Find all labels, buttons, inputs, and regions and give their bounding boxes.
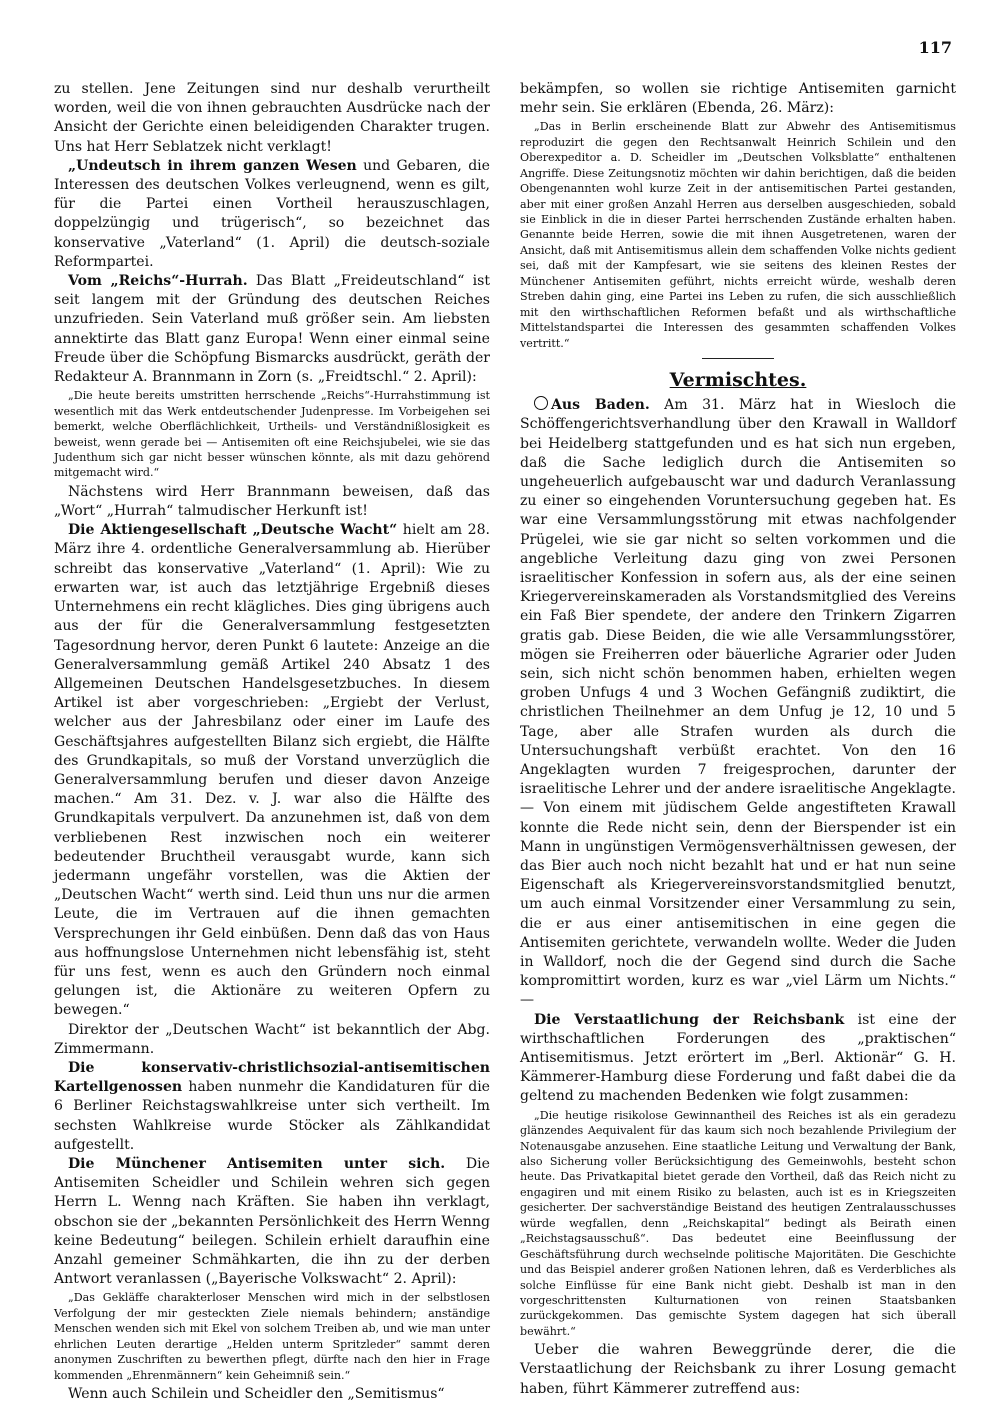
paragraph-text: haben nunmehr die Kandidaturen für die 6 Berliner Reichstagswahlkreise unter sich vertheilt. Im sechsten Wahlkreise wurde Stöcker als Zählkandidat aufgestellt. xyxy=(54,1079,490,1153)
article-headline: Vom „Reichs“-Hurrah. xyxy=(68,273,248,290)
paragraph-text: „Die heutige risikolose Gewinnantheil des Reiches ist als ein geradezu glänzendes Aequivalent für das kaum sich noch bezahlende Privilegium der Notenausgabe anzusehen. Eine staatliche Leitung und Verwaltung der Bank, also Sicherung voller Berücksichtigung des Gemeinwohls, besteht schon heute. Das Privatkapital bietet gerade den Vortheil, daß das Reich nicht zu engagiren und mit einem Risiko zu belasten, auch ist es in Kriegszeiten gesicherter. Der sachverständige Beistand des heutigen Zentralausschusses würde wegfallen, denn „Reichskapital“ bedingt als Beirath einen „Reichstagsausschuß“. Das bedeutet eine Beeinflussung der Geschäftsführung durch wechselnde politische Majoritäten. Die Geschichte und das Beispiel anderer großen Nationen lehren, daß es Verderbliches als solche Einflüsse für eine Bank nicht giebt. Deshalb ist man in den vorgeschrittensten Kulturnationen von reinen Staatsbanken zurückgekommen. Das gemischte System dagegen hat sich überall bewährt.“ xyxy=(520,1108,956,1338)
paragraph-text: Wenn auch Schilein und Scheidler den „Semitismus“ xyxy=(68,1386,445,1403)
left-column xyxy=(54,80,490,1404)
quoted-passage xyxy=(54,388,490,481)
paragraph-text: Ueber die wahren Beweggründe derer, die die Verstaatlichung der Reichsbank zu ihrer Losung gemacht haben, führt Kämmerer zutreffend aus: xyxy=(520,1342,956,1397)
paragraph-text: „Das Gekläffe charakterloser Menschen wird mich in der selbstlosen Verfolgung der mir gesteckten Ziele niemals behindern; anständige Menschen wenden sich mit Ekel von solchem Treiben ab, und wie man unter ehrlichen Leuten derartige „Helden unterm Spritzleder“ sammt deren anonymen Zuschriften zu bewerthen pflegt, dürfte nach den hier in Frage kommenden „Ehrenmännern“ kein Geheimniß sein.“ xyxy=(54,1291,490,1382)
article-headline: Die konservativ-christlichsozial-antisemitischen Kartellgenossen xyxy=(54,1059,490,1096)
body-paragraph xyxy=(54,483,490,521)
paragraph-text: „Die heute bereits umstritten herrschende „Reichs“-Hurrahstimmung ist wesentlich mit das Werk entdeutschender Judenpresse. Im Vorbeigehen sei bemerkt, welche Oberflächlichkeit, Urtheils- und Verständnißlosigkeit es beweist, wenn gerade bei — Antisemiten oft eine Reichsjubelei, wie sie das Judenthum sich gar nicht besser wünschen könnte, als mit dazu gehörend mitgemacht wird.“ xyxy=(54,389,490,480)
body-paragraph xyxy=(54,80,490,157)
article-headline: Die Aktiengesellschaft „Deutsche Wacht“ xyxy=(68,522,398,539)
quoted-passage xyxy=(54,1290,490,1383)
quoted-passage xyxy=(520,1108,956,1340)
paragraph-text: und Gebaren, die Interessen des deutschen Volkes verleugnend, wenn es gilt, für die Partei einen Vortheil herauszuschlagen, doppelzüngig und trügerisch“, so bezeichnet das konservative „Vaterland“ (1. April) die deutsch-soziale Reformpartei. xyxy=(54,157,490,270)
article-paragraph xyxy=(54,1155,490,1289)
paragraph-text: hielt am 28. März ihre 4. ordentliche Generalversammlung ab. Hierüber schreibt das konservative „Vaterland“ (1. April): Wie zu erwarten war, ist auch das letztjährige Ergebniß dieses Unternehmens ein recht klägliches. Dies ging übrigens auch aus der für die Generalversammlung festgesetzten Tagesordnung hervor, deren Punkt 6 lautete: Anzeige an die Generalversammlung gemäß Artikel 240 Absatz 1 des Allgemeinen Deutschen Handelsgesetzbuches. In diesem Artikel ist aber vorgeschrieben: „Ergiebt der Verlust, welcher aus der Jahresbilanz oder einer im Laufe des Geschäftsjahres aufgestellten Bilanz sich ergiebt, die Hälfte des Grundkapitals, so muß der Vorstand unverzüglich die Generalversammlung berufen und dieser davon Anzeige machen.“ Am 31. Dez. v. J. war also die Hälfte des Grundkapitals verpulvert. Da anzunehmen ist, daß von dem verbliebenen Rest inzwischen noch ein weiterer bedeutender Bruchtheil verausgabt wurde, kann sich jedermann ungefähr vorstellen, was die Aktien der „Deutschen Wacht“ werth sind. Leid thun uns nur die armen Leute, die im Vertrauen auf die ihnen gemachten Versprechungen ihr Geld einbüßen. Denn daß das von Haus aus hoffnungslose Unternehmen nicht lebensfähig ist, steht für uns fest, wenn es auch den Gründern noch einmal gelungen ist, die Aktionäre zu weiteren Opfern zu bewegen.“ xyxy=(54,522,490,1019)
section-divider xyxy=(702,358,774,359)
page-number: 117 xyxy=(918,38,952,57)
article-paragraph xyxy=(54,272,490,387)
article-headline: „Undeutsch in ihrem ganzen Wesen xyxy=(68,157,357,174)
right-column xyxy=(520,80,956,1399)
article-paragraph xyxy=(520,1011,956,1107)
article-headline: Die Verstaatlichung der Reichsbank xyxy=(534,1011,845,1028)
quoted-passage xyxy=(520,119,956,351)
article-headline: Die Münchener Antisemiten unter sich. xyxy=(68,1155,446,1172)
paragraph-text: Das Blatt „Freideutschland“ ist seit langem mit der Gründung des deutschen Reiches unzufrieden. Sein Vaterland muß größer sein. Am liebsten annektirte das Blatt ganz Europa! Wenn einer einmal seine Freude über die Schöpfung Bismarcks ausdrückt, geräth der Redakteur A. Brannmann in Zorn (s. „Freidtschl.“ 2. April): xyxy=(54,273,490,386)
paragraph-text: zu stellen. Jene Zeitungen sind nur deshalb verurtheilt worden, weil die von ihnen gebrauchten Ausdrücke nach der Ansicht der Gerichte einen beleidigenden Charakter trugen. Uns hat Herr Seblatzek nicht verklagt! xyxy=(54,81,490,155)
paragraph-text: Die Antisemiten Scheidler und Schilein wehren sich gegen Herrn L. Wenng nach Kräften. Sie haben ihn verklagt, obschon sie der „bekannten Persönlichkeit des Herrn Wenng keine Bedeutung“ beilegen. Schilein erhielt daraufhin eine Anzahl gemeiner Schmähkarten, die ihn zu der derben Antwort veranlassen („Bayerische Volkswacht“ 2. April): xyxy=(54,1155,490,1288)
paragraph-text: „Das in Berlin erscheinende Blatt zur Abwehr des Antisemitismus reproduzirt die gegen den Rechtsanwalt Heinrich Schilein und den Oberexpeditor a. D. Scheidler im „Deutschen Volksblatte“ enthaltenen Angriffe. Diese Zeitungsnotiz möchten wir dahin berichtigen, daß die beiden Obengenannten wohl kurze Zeit in der antisemitischen Partei gestanden, aber mit einer großen Anzahl Herren aus derselben ausgeschieden, sobald sie Einblick in die in dieser Partei herrschenden Zustände erhalten haben. Genannte beide Herren, sowie die mit ihnen Ausgetretenen, waren der Ansicht, daß mit Antisemitismus allein dem schaffenden Volke nichts gedient sei, daß mit der Kampfesart, wie sie seitens des kleinen Restes der Münchener Antisemiten geführt, nichts erreicht würde, weshalb deren Streben dahin ging, eine Partei ins Leben zu rufen, die sich ausschließlich mit den wirthschaftlichen Reformen befaßt und als wirthschaftliche Mittelstandspartei die Interessen des gesammten schaffenden Volkes vertritt.“ xyxy=(520,120,956,350)
paragraph-text: bekämpfen, so wollen sie richtige Antisemiten garnicht mehr sein. Sie erklären (Ebenda, 26. März): xyxy=(520,81,956,117)
paragraph-text: Direktor der „Deutschen Wacht“ ist bekanntlich der Abg. Zimmermann. xyxy=(54,1021,490,1057)
article-headline: Aus Baden. xyxy=(551,397,650,414)
circle-mark-icon xyxy=(534,396,548,410)
article-paragraph xyxy=(54,1059,490,1155)
article-paragraph xyxy=(54,521,490,1020)
paragraph-text: Am 31. März hat in Wiesloch die Schöffengerichtsverhandlung über den Krawall in Walldorf bei Heidelberg stattgefunden und es hat sich nun ergeben, daß die Sache lediglich durch die Antisemiten so ungeheuerlich aufgebauscht war und dadurch Veranlassung zu einer so eingehenden Voruntersuchung gegeben hat. Es war eine Versammlungsstörung mit etwas nachfolgender Prügelei, wie sie gar nicht so selten vorkommen und die angebliche Verleitung dazu ging von zwei Personen israelitischer Konfession in sofern aus, als der eine seinen Kriegervereinskameraden als Vorstandsmitglied des Vereins ein Faß Bier spendete, der andere den Trinkern Zigarren gratis gab. Diese Beiden, die wie alle Versammlungsstörer, mögen sie Freiherren oder bäuerliche Agrarier oder Juden sein, sich nicht schön benommen haben, erhielten wegen groben Unfugs 4 und 3 Wochen Gefängniß zudiktirt, die christlichen Theilnehmer an dem Unfug je 12, 10 und 5 Tage, aber alle Strafen wurden als durch die Untersuchungshaft verbüßt erachtet. Von den 16 Angeklagten wurden 7 freigesprochen, darunter der israelitische Lehrer und der andere israelitische Angeklagte. — Von einem mit jüdischem Gelde angestifteten Krawall konnte die Rede nicht sein, denn der Bierspender ist ein Mann in ungünstigen Vermögensverhältnissen gewesen, der das Bier auch noch nicht bezahlt hat und er hat nun seine Eigenschaft als Kriegervereinsvorstandsmitglied benutzt, um auch einmal Vorsitzender einer Versammlung zu sein, die er aus einer antisemitischen in eine gegen die Antisemiten gerichtete, verwandeln wollte. Weder die Juden in Walldorf, noch die der Gegend sind durch die Sache kompromittirt worden, kurz es war „viel Lärm um Nichts.“ — xyxy=(520,397,957,1009)
article-paragraph xyxy=(54,157,490,272)
paragraph-text: Nächstens wird Herr Brannmann beweisen, daß das „Wort“ „Hurrah“ talmudischer Herkunft ist! xyxy=(54,483,490,520)
body-paragraph xyxy=(520,1341,956,1399)
body-paragraph xyxy=(54,1385,490,1404)
body-paragraph xyxy=(520,80,956,118)
section-title: Vermischtes. xyxy=(669,368,807,391)
article-paragraph xyxy=(520,396,956,1011)
paragraph-text: ist eine der wirthschaftlichen Forderungen des „praktischen“ Antisemitismus. Jetzt erörtert im „Berl. Aktionär“ G. H. Kämmerer-Hamburg diese Forderung und faßt dabei die da geltend zu machenden Bedenken wie folgt zusammen: xyxy=(520,1011,956,1105)
body-paragraph xyxy=(54,1021,490,1059)
